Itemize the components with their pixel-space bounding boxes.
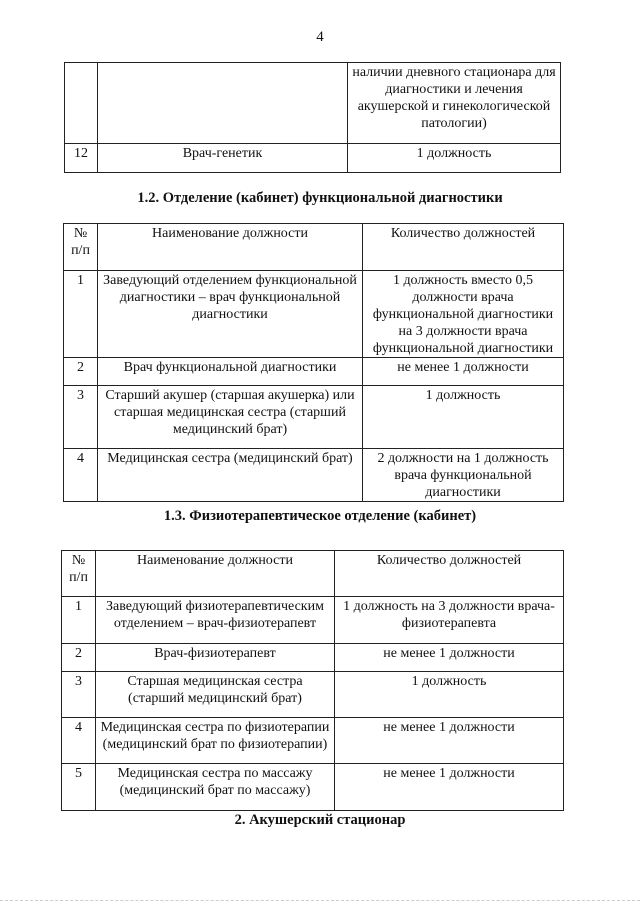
section-heading-1-2: 1.2. Отделение (кабинет) функциональной диагностики xyxy=(137,190,503,206)
cell-num xyxy=(65,63,98,144)
table-row xyxy=(65,144,561,173)
cell-num: 4 xyxy=(64,449,98,502)
section-heading-1-3: 1.3. Физиотерапевтическое отделение (кабинет) xyxy=(163,508,477,524)
cell-num: 1 xyxy=(62,597,96,644)
staff-table-continued xyxy=(64,62,561,173)
table-row xyxy=(62,597,564,644)
table-row xyxy=(64,271,564,358)
cell-name: Врач функциональной диагностики xyxy=(98,358,363,386)
cell-count: не менее 1 должности xyxy=(335,764,564,811)
cell-name: Медицинская сестра (медицинский брат) xyxy=(98,449,363,502)
cell-name: Старший акушер (старшая акушерка) или старшая медицинская сестра (старший медицинский брат) xyxy=(98,386,363,449)
cell-num: 4 xyxy=(62,718,96,764)
table-row xyxy=(62,672,564,718)
table-row xyxy=(62,644,564,672)
cell-name: Врач-физиотерапевт xyxy=(96,644,335,672)
cell-name: Медицинская сестра по массажу (медицинский брат по массажу) xyxy=(96,764,335,811)
table-row xyxy=(64,386,564,449)
cell-num: 2 xyxy=(62,644,96,672)
table-header-row xyxy=(62,551,564,597)
cell-name: Наименование должности xyxy=(98,224,363,271)
cell-count: 2 должности на 1 должность врача функциональной диагностики xyxy=(363,449,564,502)
cell-num: 3 xyxy=(62,672,96,718)
staff-table-functional-diagnostics xyxy=(63,223,564,502)
table-row xyxy=(64,449,564,502)
cell-count: 1 должность на 3 должности врача-физиотерапевта xyxy=(335,597,564,644)
cell-name: Заведующий физиотерапевтическим отделением – врач-физиотерапевт xyxy=(96,597,335,644)
cell-num: 5 xyxy=(62,764,96,811)
scan-edge xyxy=(0,900,640,901)
cell-count: не менее 1 должности xyxy=(335,718,564,764)
table-row xyxy=(64,358,564,386)
staff-table-physiotherapy xyxy=(61,550,564,811)
cell-num: 2 xyxy=(64,358,98,386)
table-header-row xyxy=(64,224,564,271)
cell-name: Наименование должности xyxy=(96,551,335,597)
cell-count: не менее 1 должности xyxy=(363,358,564,386)
cell-count: 1 должность xyxy=(348,144,561,173)
table-row xyxy=(62,718,564,764)
cell-count: 1 должность вместо 0,5 должности врача функциональной диагностики на 3 должности врача функциональной диагностики xyxy=(363,271,564,358)
cell-name: Медицинская сестра по физиотерапии (медицинский брат по физиотерапии) xyxy=(96,718,335,764)
cell-num: № п/п xyxy=(64,224,98,271)
page-number: 4 xyxy=(316,29,324,45)
cell-name xyxy=(98,63,348,144)
section-heading-2: 2. Акушерский стационар xyxy=(234,812,406,828)
table-row xyxy=(62,764,564,811)
cell-num: 3 xyxy=(64,386,98,449)
cell-count: 1 должность xyxy=(335,672,564,718)
cell-count: не менее 1 должности xyxy=(335,644,564,672)
cell-num: 1 xyxy=(64,271,98,358)
table-row xyxy=(65,63,561,144)
cell-count: Количество должностей xyxy=(363,224,564,271)
cell-num: 12 xyxy=(65,144,98,173)
cell-count: наличии дневного стационара для диагностики и лечения акушерской и гинекологической патологии) xyxy=(348,63,561,144)
cell-num: № п/п xyxy=(62,551,96,597)
cell-name: Заведующий отделением функциональной диагностики – врач функциональной диагностики xyxy=(98,271,363,358)
cell-name: Врач-генетик xyxy=(98,144,348,173)
cell-count: 1 должность xyxy=(363,386,564,449)
cell-count: Количество должностей xyxy=(335,551,564,597)
cell-name: Старшая медицинская сестра (старший медицинский брат) xyxy=(96,672,335,718)
